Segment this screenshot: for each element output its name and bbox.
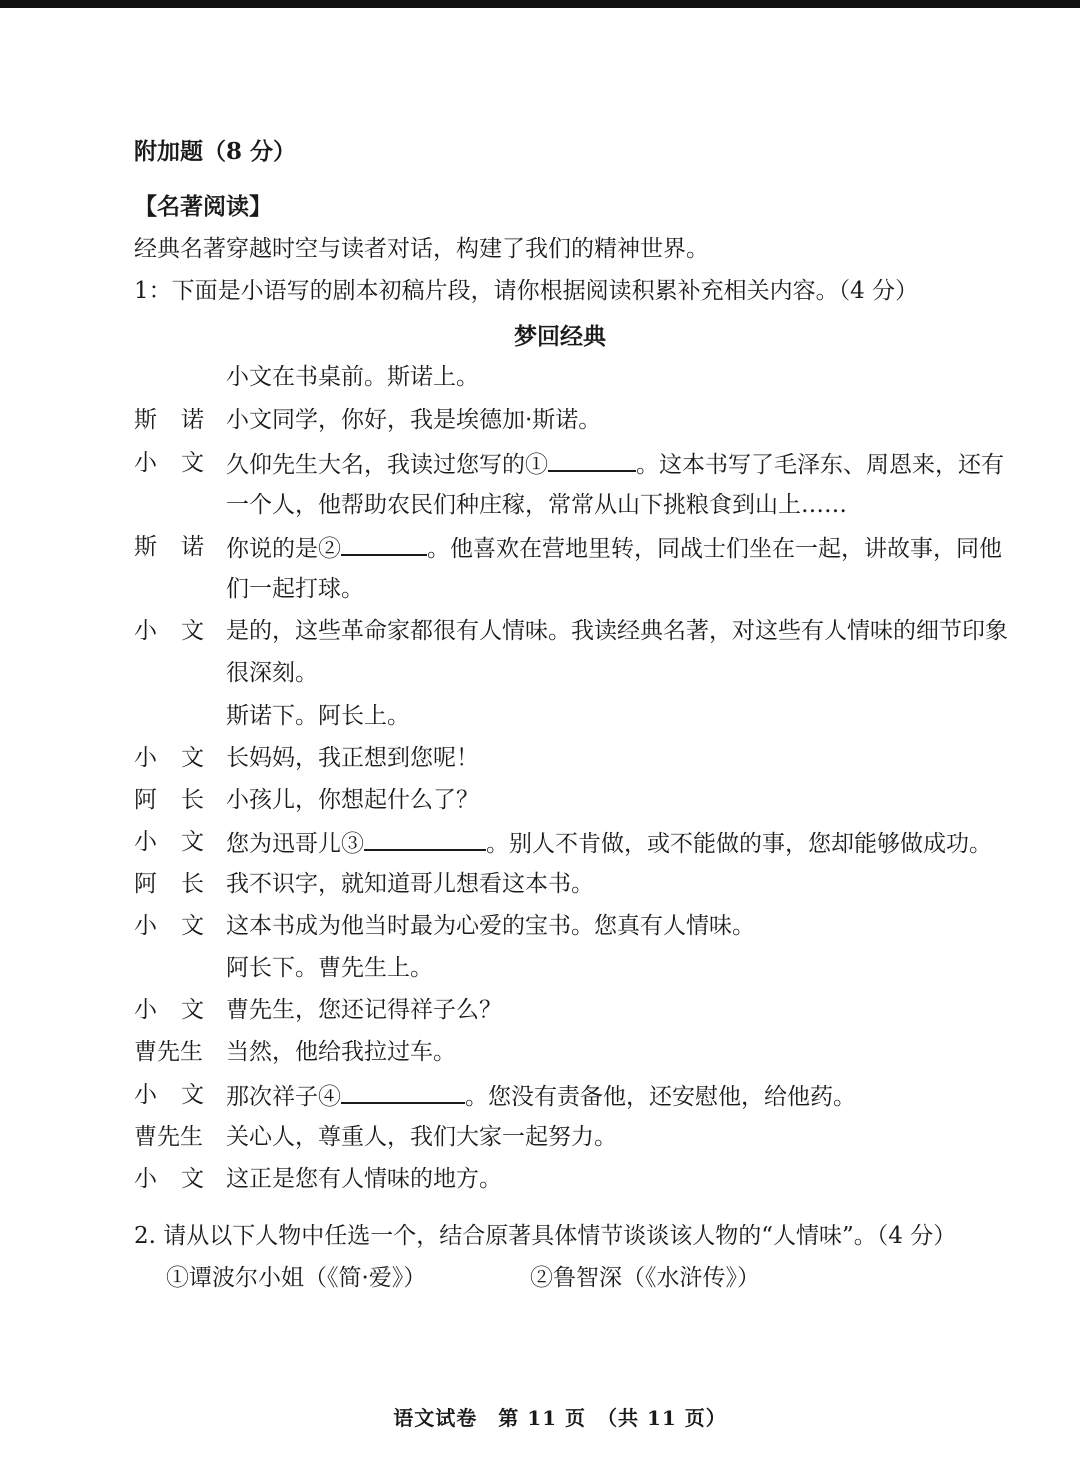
speaker	[134, 827, 204, 857]
speaker	[134, 532, 204, 562]
dialogue-text-before-blank: 您为迅哥儿③	[226, 831, 364, 857]
stage-direction: 斯诺下。阿长上。	[226, 703, 410, 729]
dialogue-text-before-blank: 那次祥子④	[226, 1084, 341, 1110]
dialogue-text-after-blank: 。这本书写了毛泽东、周恩来，还有	[636, 452, 1004, 478]
question-1-prompt: 1：下面是小语写的剧本初稿片段，请你根据阅读积累补充相关内容。（4 分）	[134, 278, 919, 304]
speaker-char: 小	[134, 618, 157, 644]
dialogue-text: 我不识字，就知道哥儿想看这本书。	[226, 871, 594, 897]
question-2-prompt: 2. 请从以下人物中任选一个，结合原著具体情节谈谈该人物的“人情味”。（4 分）	[134, 1223, 957, 1249]
answer-blank-2[interactable]	[341, 532, 427, 556]
speaker	[134, 616, 204, 646]
dialogue-text-after-blank: 。别人不肯做，或不能做的事，您却能够做成功。	[486, 831, 992, 857]
dialogue-text: 小孩儿，你想起什么了？	[226, 787, 479, 813]
speaker-char: 阿	[134, 787, 157, 813]
speaker	[134, 1164, 204, 1194]
speaker-char: 诺	[181, 407, 204, 433]
speaker-char: 小	[134, 745, 157, 771]
dialogue-text-after-blank: 。您没有责备他，还安慰他，给他药。	[465, 1084, 856, 1110]
speaker-char: 小	[134, 913, 157, 939]
page-footer: 语文试卷 第 11 页 （共 11 页）	[393, 1406, 727, 1430]
option-1: ①谭波尔小姐（《简·爱》）	[166, 1265, 427, 1291]
speaker	[134, 911, 204, 941]
dialogue-continuation: 一个人，他帮助农民们种庄稼，常常从山下挑粮食到山上……	[226, 492, 847, 518]
section-title: 附加题（8 分）	[134, 138, 297, 165]
dialogue-text: 这正是您有人情味的地方。	[226, 1166, 502, 1192]
dialogue-continuation: 们一起打球。	[226, 576, 364, 602]
dialogue-text: 小文同学，你好，我是埃德加·斯诺。	[226, 407, 602, 433]
speaker-char: 小	[134, 450, 157, 476]
speaker	[134, 1080, 204, 1110]
speaker-char: 小	[134, 1166, 157, 1192]
speaker-char: 文	[181, 997, 204, 1023]
speaker	[134, 405, 204, 435]
speaker	[134, 995, 204, 1025]
speaker	[134, 785, 204, 815]
dialogue-text: 长妈妈，我正想到您呢！	[226, 745, 479, 771]
dialogue-text: 这本书成为他当时最为心爱的宝书。您真有人情味。	[226, 913, 755, 939]
dialogue-text: 当然，他给我拉过车。	[226, 1039, 456, 1065]
speaker-char: 文	[181, 745, 204, 771]
speaker-char: 长	[181, 871, 204, 897]
script-title: 梦回经典	[514, 323, 606, 350]
dialogue-text-after-blank: 。他喜欢在营地里转，同战士们坐在一起，讲故事，同他	[427, 536, 1002, 562]
speaker-char: 阿	[134, 871, 157, 897]
stage-direction: 阿长下。曹先生上。	[226, 955, 433, 981]
stage-direction: 小文在书桌前。斯诺上。	[226, 364, 479, 390]
speaker-char: 文	[181, 913, 204, 939]
speaker-char: 文	[181, 618, 204, 644]
speaker	[134, 743, 204, 773]
speaker-char: 小	[134, 997, 157, 1023]
dialogue-continuation: 很深刻。	[226, 660, 318, 686]
dialogue-text	[226, 532, 1002, 564]
speaker-char: 小	[134, 1082, 157, 1108]
answer-blank-1[interactable]	[548, 448, 636, 472]
speaker-char: 小	[134, 829, 157, 855]
dialogue-text: 曹先生，您还记得祥子么？	[226, 997, 502, 1023]
speaker-char: 文	[181, 829, 204, 855]
speaker-char: 文	[181, 1166, 204, 1192]
dialogue-text-before-blank: 久仰先生大名，我读过您写的①	[226, 452, 548, 478]
dialogue-text-before-blank: 你说的是②	[226, 536, 341, 562]
speaker-char: 长	[181, 787, 204, 813]
speaker-char: 文	[181, 1082, 204, 1108]
subsection-title: 【名著阅读】	[134, 193, 272, 220]
answer-blank-4[interactable]	[341, 1080, 465, 1104]
dialogue-text: 是的，这些革命家都很有人情味。我读经典名著，对这些有人情味的细节印象	[226, 618, 1008, 644]
speaker: 曹先生	[134, 1124, 203, 1150]
speaker	[134, 869, 204, 899]
dialogue-text	[226, 1080, 856, 1112]
option-2: ②鲁智深（《水浒传》）	[530, 1265, 760, 1291]
speaker-char: 斯	[134, 407, 157, 433]
speaker-char: 斯	[134, 534, 157, 560]
intro-text: 经典名著穿越时空与读者对话，构建了我们的精神世界。	[134, 236, 709, 262]
answer-blank-3[interactable]	[364, 827, 486, 851]
dialogue-text	[226, 448, 1004, 480]
dialogue-text: 关心人，尊重人，我们大家一起努力。	[226, 1124, 617, 1150]
speaker: 曹先生	[134, 1039, 203, 1065]
top-border	[0, 0, 1080, 8]
speaker-char: 诺	[181, 534, 204, 560]
speaker	[134, 448, 204, 478]
speaker-char: 文	[181, 450, 204, 476]
dialogue-text	[226, 827, 992, 859]
